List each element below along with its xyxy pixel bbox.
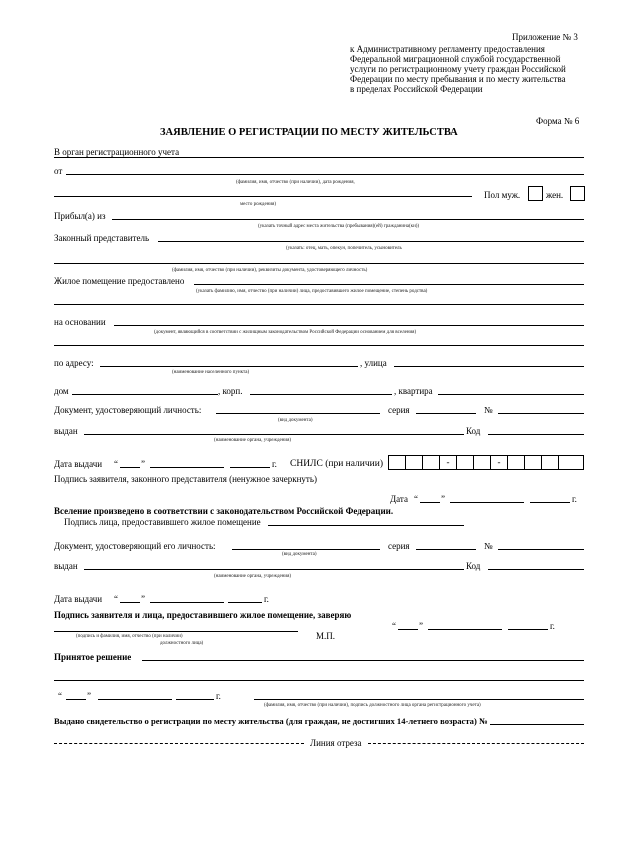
- from-label: от: [54, 166, 63, 176]
- snils-digit[interactable]: [456, 455, 474, 470]
- cut-line-left: [54, 743, 304, 744]
- snils-digit[interactable]: [388, 455, 406, 470]
- mp-label: М.П.: [316, 631, 336, 641]
- quote-open: “: [392, 621, 396, 631]
- date-month-field[interactable]: [450, 502, 524, 503]
- issue-year-field[interactable]: [230, 467, 270, 468]
- hint-issuer: (наименование органа, учреждения): [214, 438, 292, 443]
- address-label: по адресу:: [54, 358, 94, 368]
- reglament-line: Федеральной миграционной службой государственной: [350, 54, 561, 64]
- page-title: ЗАЯВЛЕНИЕ О РЕГИСТРАЦИИ ПО МЕСТУ ЖИТЕЛЬСТВА: [160, 127, 458, 138]
- korp-label: , корп.: [218, 386, 243, 396]
- housing-label: Жилое помещение предоставлено: [54, 276, 185, 286]
- issued-field[interactable]: [84, 434, 464, 435]
- series-field[interactable]: [416, 413, 476, 414]
- form-number: Форма № 6: [536, 116, 580, 126]
- reglament-line: к Административному регламенту предоставления: [350, 44, 545, 54]
- organ-label: В орган регистрационного учета: [54, 147, 180, 157]
- snils-digit[interactable]: [422, 455, 440, 470]
- quote-open: “: [114, 459, 118, 469]
- number-sign: №: [484, 541, 493, 551]
- apt-label: , квартира: [394, 386, 433, 396]
- issued-lower-field[interactable]: [84, 569, 464, 570]
- legal-rep-label: Законный представитель: [54, 233, 150, 243]
- street-field[interactable]: [394, 366, 584, 367]
- basis-field[interactable]: [114, 325, 584, 326]
- year-label: г.: [272, 459, 277, 469]
- legal-rep-doc-field[interactable]: [54, 263, 584, 264]
- decision-field-2[interactable]: [54, 680, 584, 681]
- id-doc-type-field[interactable]: [216, 413, 380, 414]
- issue-month-lower-field[interactable]: [150, 602, 224, 603]
- number-sign: №: [484, 405, 493, 415]
- code-label: Код: [466, 561, 481, 571]
- organ-line: [54, 157, 584, 158]
- hint-prev-address: (указать точный адрес места жительства (пребывания)(ей) гражданина(ки)): [258, 224, 420, 229]
- reglament-line: в пределах Российской Федерации: [350, 84, 483, 94]
- date-year-field[interactable]: [530, 502, 570, 503]
- snils-label: СНИЛС (при наличии): [290, 459, 383, 469]
- from-field[interactable]: [66, 174, 584, 175]
- birthplace-field[interactable]: [54, 196, 472, 197]
- decision-year-field[interactable]: [176, 699, 214, 700]
- number-lower-field[interactable]: [498, 549, 584, 550]
- hint-basis: (документ, являющийся в соответствии с жилищным законодательством Российской Федерации основанием для вселения): [154, 330, 417, 335]
- date-day-field[interactable]: [420, 502, 440, 503]
- decision-official-field[interactable]: [254, 699, 584, 700]
- code-field[interactable]: [488, 434, 584, 435]
- quote-close: ”: [419, 621, 423, 631]
- arrived-field[interactable]: [112, 219, 584, 220]
- hint-official-2: должностного лица): [160, 641, 204, 646]
- house-label: дом: [54, 386, 69, 396]
- issue-year-lower-field[interactable]: [228, 602, 262, 603]
- id-doc-lower-label: Документ, удостоверяющий его личность:: [54, 541, 216, 551]
- moved-in-label: Вселение произведено в соответствии с законодательством Российской Федерации.: [54, 506, 394, 516]
- certify-month-field[interactable]: [428, 629, 502, 630]
- provider-sign-field[interactable]: [268, 525, 464, 526]
- applicant-sign-label: Подпись заявителя, законного представителя (ненужное зачеркнуть): [54, 474, 317, 484]
- code-label: Код: [466, 426, 481, 436]
- snils-digit[interactable]: [473, 455, 491, 470]
- issued-label: выдан: [54, 561, 78, 571]
- quote-close: ”: [141, 594, 145, 604]
- quote-close: ”: [87, 691, 91, 701]
- gender-male-label: Пол муж.: [484, 190, 521, 200]
- korp-field[interactable]: [250, 394, 392, 395]
- reglament-line: услуги по регистрационному учету граждан Российской: [350, 64, 566, 74]
- snils-dash: -: [490, 455, 508, 470]
- decision-month-field[interactable]: [98, 699, 172, 700]
- official-sign-field[interactable]: [54, 631, 298, 632]
- hint-fio-birth: (фамилия, имя, отчество (при наличии), дата рождения,: [236, 180, 355, 185]
- issued-label: выдан: [54, 426, 78, 436]
- quote-open: “: [58, 691, 62, 701]
- snils-digit[interactable]: [405, 455, 423, 470]
- certify-day-field[interactable]: [398, 629, 418, 630]
- certify-label: Подпись заявителя и лица, предоставившего жилое помещение, заверяю: [54, 610, 352, 620]
- gender-female-label: жен.: [546, 190, 564, 200]
- quote-close: ”: [141, 459, 145, 469]
- basis-label: на основании: [54, 317, 106, 327]
- cut-line-right: [368, 743, 584, 744]
- issue-date-label: Дата выдачи: [54, 594, 103, 604]
- year-label: г.: [572, 494, 577, 504]
- id-doc-label: Документ, удостоверяющий личность:: [54, 405, 202, 415]
- year-label: г.: [216, 691, 221, 701]
- date-label: Дата: [390, 494, 408, 504]
- hint-doc-type: (вид документа): [282, 552, 317, 557]
- issue-day-lower-field[interactable]: [120, 602, 140, 603]
- number-field[interactable]: [498, 413, 584, 414]
- housing-field-2[interactable]: [54, 304, 584, 305]
- hint-birthplace: место рождения): [240, 202, 277, 207]
- year-label: г.: [550, 621, 555, 631]
- decision-field[interactable]: [142, 660, 584, 661]
- legal-rep-field[interactable]: [158, 241, 584, 242]
- hint-relation: (указать: отец, мать, опекун, попечитель, усыновитель: [286, 246, 402, 251]
- appendix-label: Приложение № 3: [512, 32, 578, 42]
- snils-digit[interactable]: [541, 455, 559, 470]
- quote-close: ”: [441, 494, 445, 504]
- certificate-label: Выдано свидетельство о регистрации по месту жительства (для граждан, не достигших 14-летнего возраста) №: [54, 716, 488, 726]
- basis-field-2[interactable]: [54, 345, 584, 346]
- snils-digit[interactable]: [507, 455, 525, 470]
- hint-doc-type: (вид документа): [278, 418, 313, 423]
- series-lower-field[interactable]: [416, 549, 476, 550]
- series-label: серия: [388, 405, 410, 415]
- snils-boxes[interactable]: [388, 455, 584, 470]
- housing-field[interactable]: [194, 284, 584, 285]
- issue-date-label: Дата выдачи: [54, 459, 103, 469]
- decision-day-field[interactable]: [66, 699, 86, 700]
- id-doc-lower-type-field[interactable]: [232, 549, 380, 550]
- hint-rep-doc: (фамилия, имя, отчество (при наличии), реквизиты документа, удостоверяющего личность): [172, 268, 368, 273]
- issue-day-field[interactable]: [120, 467, 140, 468]
- gender-male-checkbox[interactable]: [528, 186, 543, 201]
- street-label: , улица: [360, 358, 387, 368]
- snils-dash: -: [439, 455, 457, 470]
- quote-open: “: [414, 494, 418, 504]
- series-label: серия: [388, 541, 410, 551]
- house-field[interactable]: [72, 394, 218, 395]
- certify-year-field[interactable]: [508, 629, 548, 630]
- year-label: г.: [264, 594, 269, 604]
- issue-month-field[interactable]: [150, 467, 224, 468]
- cut-line-label: Линия отреза: [310, 738, 362, 748]
- hint-locality: (наименование населенного пункта): [172, 370, 250, 375]
- reglament-block: [350, 44, 586, 94]
- hint-official-reg: (фамилия, имя, отчество (при наличии), подпись должностного лица органа регистрационного учета): [264, 703, 481, 708]
- gender-female-checkbox[interactable]: [570, 186, 585, 201]
- quote-open: “: [114, 594, 118, 604]
- decision-label: Принятое решение: [54, 652, 132, 662]
- reglament-line: Федерации по месту пребывания и по месту жительства: [350, 74, 566, 84]
- apt-field[interactable]: [438, 394, 584, 395]
- hint-housing: (указать фамилию, имя, отчество (при наличии) лица, предоставившего жилое помещение, степень родства): [196, 289, 428, 294]
- code-lower-field[interactable]: [488, 569, 584, 570]
- hint-official-1: (подпись и фамилия, имя, отчество (при наличии): [76, 634, 183, 639]
- certificate-number-field[interactable]: [490, 724, 584, 725]
- snils-digit[interactable]: [524, 455, 542, 470]
- locality-field[interactable]: [100, 366, 358, 367]
- snils-digit[interactable]: [558, 455, 584, 470]
- hint-issuer: (наименование органа, учреждения): [214, 574, 292, 579]
- provider-sign-label: Подпись лица, предоставившего жилое помещение: [64, 517, 261, 527]
- arrived-label: Прибыл(а) из: [54, 211, 106, 221]
